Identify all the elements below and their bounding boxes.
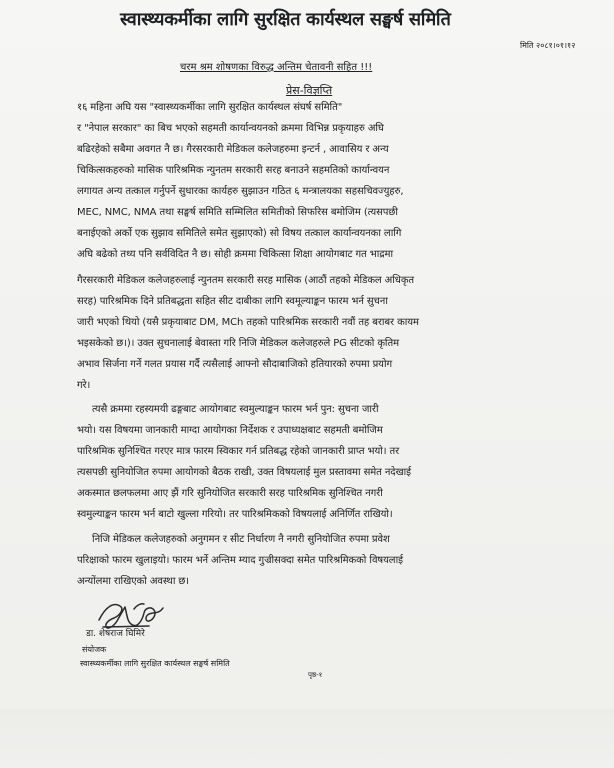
- document-date: मिति २०८१।०१।१२: [520, 41, 576, 50]
- paragraph-line-15: त्यसै क्रममा रहस्यमयी ढङ्गबाट आयोगबाट स्वमुल्याङ्कन फारम भर्न पुन: सुचना जारी: [92, 404, 379, 415]
- paragraph-line-11: जारी भएको थियो (यसै प्रकृयाबाट DM, MCh तहको पारिश्रमिक सरकारी नवौं तह बराबर कायम: [77, 317, 419, 328]
- page-number: पृष्ठ-१: [308, 671, 323, 679]
- paragraph-line-2: र "नेपाल सरकार" का बिच भएको सहमती कार्यान्वयनको क्रममा विभिन्न प्रकृयाहरु अघि: [77, 123, 384, 134]
- paragraph-line-6: MEC, NMC, NMA तथा सङ्घर्ष समिति सम्मिलित समितीको सिफरिस बमोजिम (त्यसपछी: [77, 207, 398, 218]
- document-subtitle: चरम श्रम शोषणका विरुद्ध अन्तिम चेतावनी सहित !!!: [180, 62, 373, 73]
- paragraph-line-10: सरह) पारिश्रमिक दिने प्रतिबद्धता सहित सीट दाबीका लागि स्वमूल्याङ्कन फारम भर्न सुचना: [77, 296, 388, 307]
- paragraph-line-23: अन्योंलमा राखिएको अवस्था छ।: [77, 576, 189, 587]
- paragraph-line-5: लगायत अन्य तत्काल गर्नुपर्ने सुधारका कार्यहरु सुझाउन गठित ६ मन्त्रालयका सहसचिवज्युहरु,: [77, 186, 404, 197]
- handwritten-signature: [96, 596, 166, 630]
- paragraph-line-1: १६ महिना अघि यस "स्वास्थ्यकर्मीका लागि सुरक्षित कार्यस्थल संघर्ष समिति": [77, 102, 343, 113]
- signatory-role: संयोजक: [82, 645, 107, 654]
- paragraph-line-4: चिकित्सकहरुको मासिक पारिश्रमिक न्युनतम सरकारी सरह बनाउने सहमतिको कार्यान्वयन: [77, 165, 390, 176]
- press-release-heading: प्रेस-विज्ञप्ति: [286, 84, 333, 97]
- paragraph-line-3: बढिरहेको सबैमा अवगत नै छ। गैरसरकारी मेडिकल कलेजहरुमा इन्टर्न , आवासिय र अन्य: [77, 144, 389, 155]
- paragraph-line-22: परिक्षाको फारम खुलाइयो। फारम भर्ने अन्तिम म्याद गुज्रीसक्दा समेत पारिश्रमिकको विषयलाई: [77, 555, 403, 566]
- paragraph-line-13: अभाव सिर्जना गर्ने गलत प्रयास गर्दै त्यसैलाई आफ्नो सौदाबाजिको हतियारको रुपमा प्रयोग: [77, 359, 393, 370]
- paragraph-line-12: भइसकेको छ।)। उक्त सुचनालाई बेवास्ता गरि निजि मेडिकल कलेजहरुले PG सीटको कृतिम: [77, 338, 399, 349]
- signatory-organization: स्वास्थ्यकर्मीका लागि सुरक्षित कार्यस्थल सङ्घर्ष समिति: [80, 659, 230, 668]
- paragraph-line-19: अकस्मात छलफलमा आए झैं गरि सुनियोजित सरकारी सरह पारिश्रमिक सुनिश्चित नगरी: [77, 488, 383, 499]
- paragraph-line-8: अघि बढेको तथ्य पनि सर्वविदित नै छ। सोही क्रममा चिकित्सा शिक्षा आयोगबाट गत भाद्रमा: [77, 249, 393, 260]
- signatory-name: डा. शेषराज घिमिरे: [86, 629, 145, 639]
- paragraph-line-9: गैरसरकारी मेडिकल कलेजहरुलाई न्युनतम सरकारी सरह मासिक (आठौं तहको मेडिकल अधिकृत: [77, 275, 415, 286]
- paragraph-line-14: गरे।: [77, 380, 91, 391]
- paragraph-line-16: भयो। यस विषयमा जानकारी माग्दा आयोगका निर्देशक र उपाध्यक्षबाट सहमती बमोजिम: [77, 425, 383, 436]
- paragraph-line-17: पारिश्रमिक सुनिश्चित गरएर मात्र फारम स्विकार गर्न प्रतिबद्ध रहेको जानकारी प्राप्त भयो। तर: [77, 446, 400, 457]
- paragraph-line-7: बनाईएको अर्को एक सुझाव समितिले समेत सुझाएको) सो विषय तत्काल कार्यान्वयनका लागि: [77, 228, 402, 239]
- paper-bottom-margin: [0, 709, 614, 768]
- document-title: स्वास्थ्यकर्मीका लागि सुरक्षित कार्यस्थल सङ्घर्ष समिति: [120, 9, 451, 30]
- paragraph-line-18: त्यसपछी सुनियोजित रुपमा आयोगको बैठक राखी, उक्त विषयलाई मुल प्रस्तावमा समेत नदेखाई: [77, 467, 411, 478]
- paragraph-line-20: स्वमुल्याङ्कन फारम भर्न बाटो खुल्ला गरियो। तर पारिश्रमिकको विषयलाई अनिर्णित राखियो।: [77, 509, 393, 520]
- paragraph-line-21: निजि मेडिकल कलेजहरुको अनुगमन र सीट निर्धारण नै नगरी सुनियोजित रुपमा प्रवेश: [92, 534, 390, 545]
